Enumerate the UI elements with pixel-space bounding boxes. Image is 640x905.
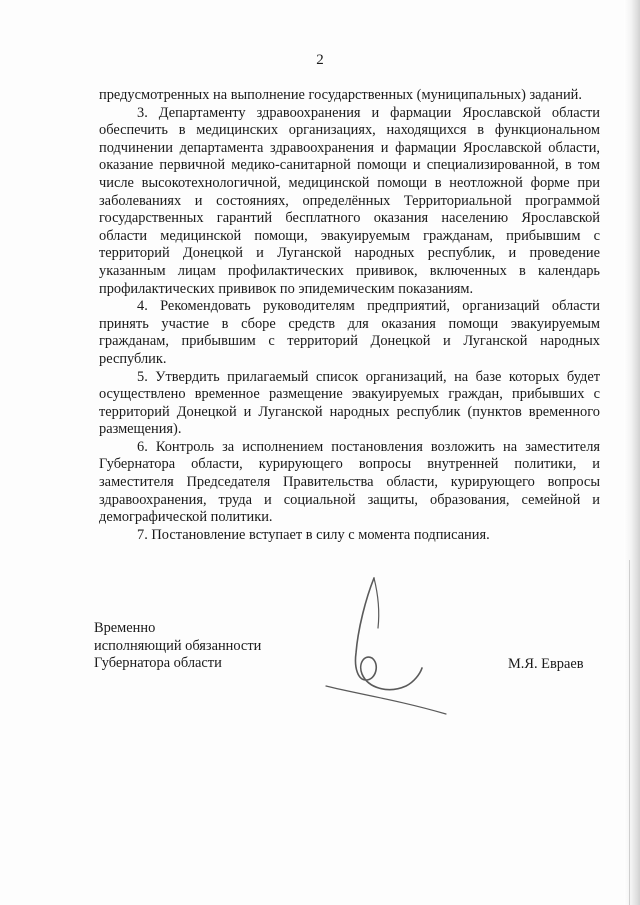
paragraph-item-7: 7. Постановление вступает в силу с момента подписания. (137, 526, 490, 543)
paragraph-item-3: 3. Департаменту здравоохранения и фармации Ярославской области обеспечить в медицинских организациях, находящихся в функциональном подчинении департамента здравоохранения и фармации Ярославской области, оказание первичной медико-санитарной помощи и специализированной, в том числе высокотехнологичной, медицинской помощи в неотложной форме при заболеваниях и состояниях, определённых Территориальной программой государственных гарантий бесплатного оказания населению Ярославской области медицинской помощи, эвакуируемым гражданам, прибывшим с территорий Донецкой и Луганской народных республик, и проведение указанным лицам профилактических прививок, включенных в календарь профилактических прививок по эпидемическим показаниям. (99, 104, 600, 297)
scan-shadow-edge (624, 0, 640, 905)
position-line: исполняющий обязанности (94, 637, 262, 654)
position-line: Временно (94, 620, 156, 636)
handwritten-signature (318, 568, 468, 718)
paragraph-continuation: предусмотренных на выполнение государственных (муниципальных) заданий. (99, 87, 582, 103)
position-line: Губернатора области (94, 655, 222, 672)
page-number: 2 (316, 52, 324, 68)
document-body (99, 87, 600, 544)
signatory-position (94, 620, 261, 673)
signatory-name: М.Я. Евраев (508, 656, 584, 672)
paragraph-item-4: 4. Рекомендовать руководителям предприятий, организаций области принять участие в сборе средств для оказания помощи эвакуируемым гражданам, прибывшим с территорий Донецкой и Луганской народных республик. (99, 298, 600, 367)
paragraph-item-5: 5. Утвердить прилагаемый список организаций, на базе которых будет осуществлено временное размещение эвакуируемых граждан, прибывших с территорий Донецкой и Луганской народных республик (пунктов временного размещения). (99, 368, 600, 438)
paragraph-item-6: 6. Контроль за исполнением постановления возложить на заместителя Губернатора области, курирующего вопросы внутренней политики, и заместителя Председателя Правительства области, курирующего вопросы здравоохранения, труда и социальной защиты, образования, семейной и демографической политики. (99, 438, 600, 526)
scan-edge-line (629, 560, 630, 905)
